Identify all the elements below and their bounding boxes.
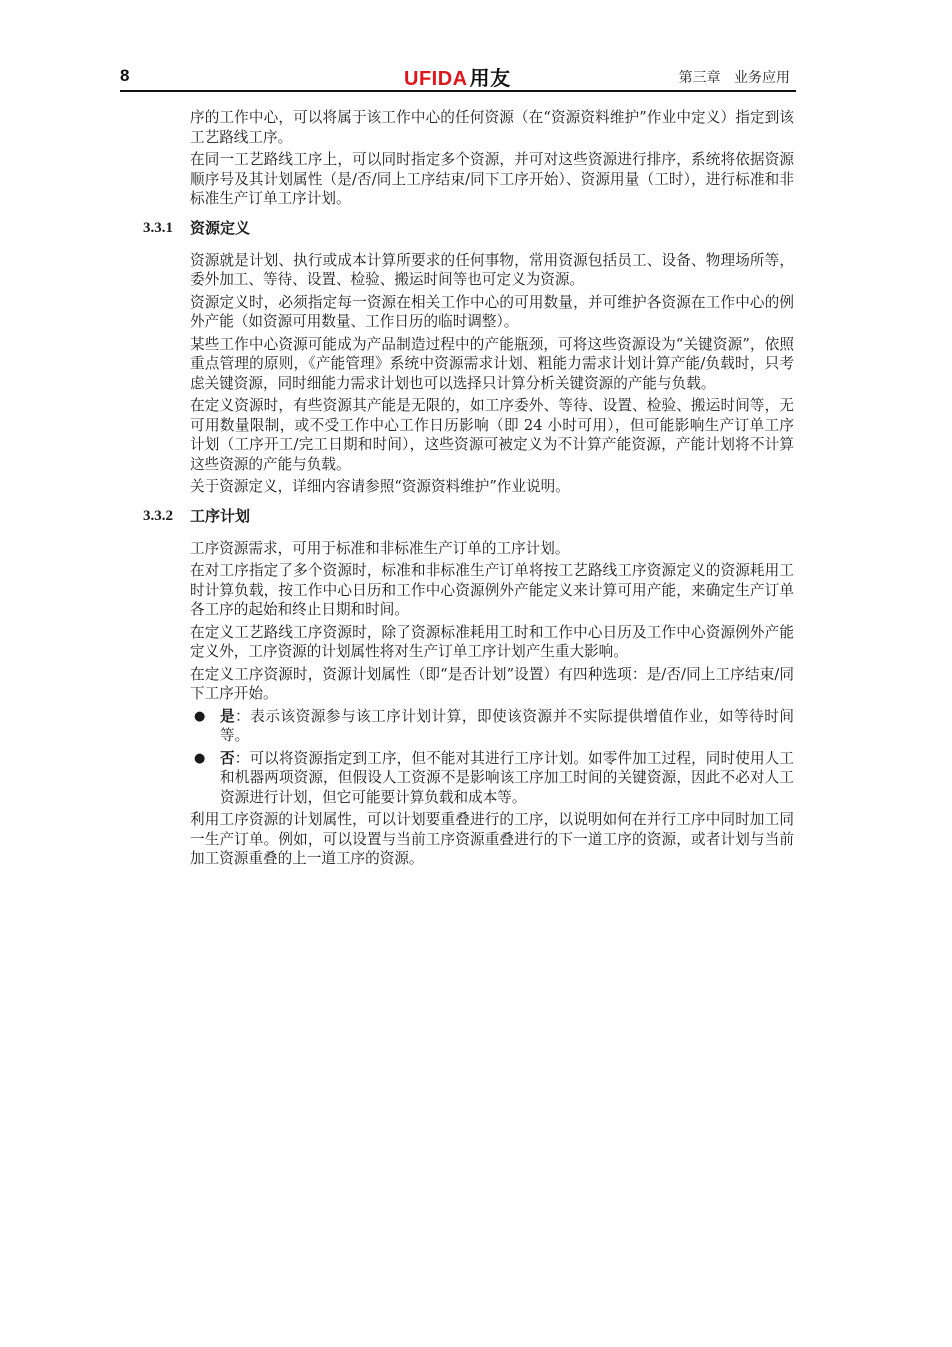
section-heading-3-3-1 bbox=[143, 218, 794, 239]
section-number: 3.3.2 bbox=[143, 507, 173, 524]
ufida-logo bbox=[404, 62, 511, 91]
page-header bbox=[120, 62, 796, 92]
section-number: 3.3.1 bbox=[143, 219, 173, 236]
bullet-item-yes bbox=[190, 707, 794, 746]
body-paragraph: 在定义工序资源时，资源计划属性（即“是否计划”设置）有四种选项：是/否/同上工序结束/同下工序开始。 bbox=[190, 665, 794, 702]
logo-brand: UFIDA bbox=[404, 68, 468, 90]
intro-paragraph: 在同一工艺路线工序上，可以同时指定多个资源，并可对这些资源进行排序，系统将依据资源顺序号及其计划属性（是/否/同上工序结束/同下工序开始）、资源用量（工时），进行标准和非标准生产订单工序计划。 bbox=[190, 151, 794, 207]
closing-paragraph: 利用工序资源的计划属性，可以计划要重叠进行的工序，以说明如何在并行工序中同时加工同一生产订单。例如，可以设置与当前工序资源重叠进行的下一道工序的资源，或者计划与当前加工资源重叠的上一道工序的资源。 bbox=[190, 811, 794, 867]
chapter-title: 第三章 业务应用 bbox=[678, 70, 790, 86]
bullet-term: 否 bbox=[220, 749, 235, 767]
body-paragraph: 在对工序指定了多个资源时，标准和非标准生产订单将按工艺路线工序资源定义的资源耗用工时计算负载，按工作中心日历和工作中心资源例外产能定义来计算可用产能，来确定生产订单各工序的起始和终止日期和时间。 bbox=[190, 562, 794, 618]
section-heading-3-3-2 bbox=[143, 506, 794, 527]
body-paragraph: 资源就是计划、执行或成本计算所要求的任何事物，常用资源包括员工、设备、物理场所等，委外加工、等待、设置、检验、搬运时间等也可定义为资源。 bbox=[190, 251, 794, 288]
body-paragraph: 资源定义时，必须指定每一资源在相关工作中心的可用数量，并可维护各资源在工作中心的例外产能（如资源可用数量、工作日历的临时调整）。 bbox=[190, 293, 794, 330]
page-body bbox=[143, 108, 794, 872]
bullet-text: ：表示该资源参与该工序计划计算，即使该资源并不实际提供增值作业，如等待时间等。 bbox=[220, 707, 794, 744]
bullet-term: 是 bbox=[220, 707, 236, 725]
bullet-dot-icon: ● bbox=[194, 750, 206, 766]
intro-paragraph: 序的工作中心，可以将属于该工作中心的任何资源（在“资源资料维护”作业中定义）指定到该工艺路线工序。 bbox=[190, 109, 794, 146]
body-paragraph: 在定义资源时，有些资源其产能是无限的，如工序委外、等待、设置、检验、搬运时间等，无可用数量限制，或不受工作中心工作日历影响（即 24 小时可用），但可能影响生产订单工序计划（工序开工/完工日期和时间），这些资源可被定义为不计算产能资源，产能计划将不计算这些资源的产能与负载。 bbox=[190, 397, 794, 473]
bullet-item-no bbox=[190, 749, 794, 808]
body-paragraph: 某些工作中心资源可能成为产品制造过程中的产能瓶颈，可将这些资源设为“关键资源”，依照重点管理的原则，《产能管理》系统中资源需求计划、粗能力需求计划计算产能/负载时，只考虑关键资源，同时细能力需求计划也可以选择只计算分析关键资源的产能与负载。 bbox=[190, 335, 794, 392]
body-paragraph: 工序资源需求，可用于标准和非标准生产订单的工序计划。 bbox=[190, 539, 570, 557]
section-title: 资源定义 bbox=[190, 218, 251, 237]
body-paragraph: 关于资源定义，详细内容请参照“资源资料维护”作业说明。 bbox=[190, 478, 570, 495]
logo-brand-cn: 用友 bbox=[469, 68, 511, 90]
bullet-dot-icon: ● bbox=[194, 708, 206, 724]
body-paragraph: 在定义工艺路线工序资源时，除了资源标准耗用工时和工作中心日历及工作中心资源例外产能定义外，工序资源的计划属性将对生产订单工序计划产生重大影响。 bbox=[190, 623, 794, 660]
bullet-text: ：可以将资源指定到工序，但不能对其进行工序计划。如零件加工过程，同时使用人工和机器两项资源，但假设人工资源不是影响该工序加工时间的关键资源，因此不必对人工资源进行计划，但它可能要计算负载和成本等。 bbox=[220, 749, 794, 806]
section-title: 工序计划 bbox=[190, 506, 251, 525]
page-number: 8 bbox=[120, 66, 130, 85]
